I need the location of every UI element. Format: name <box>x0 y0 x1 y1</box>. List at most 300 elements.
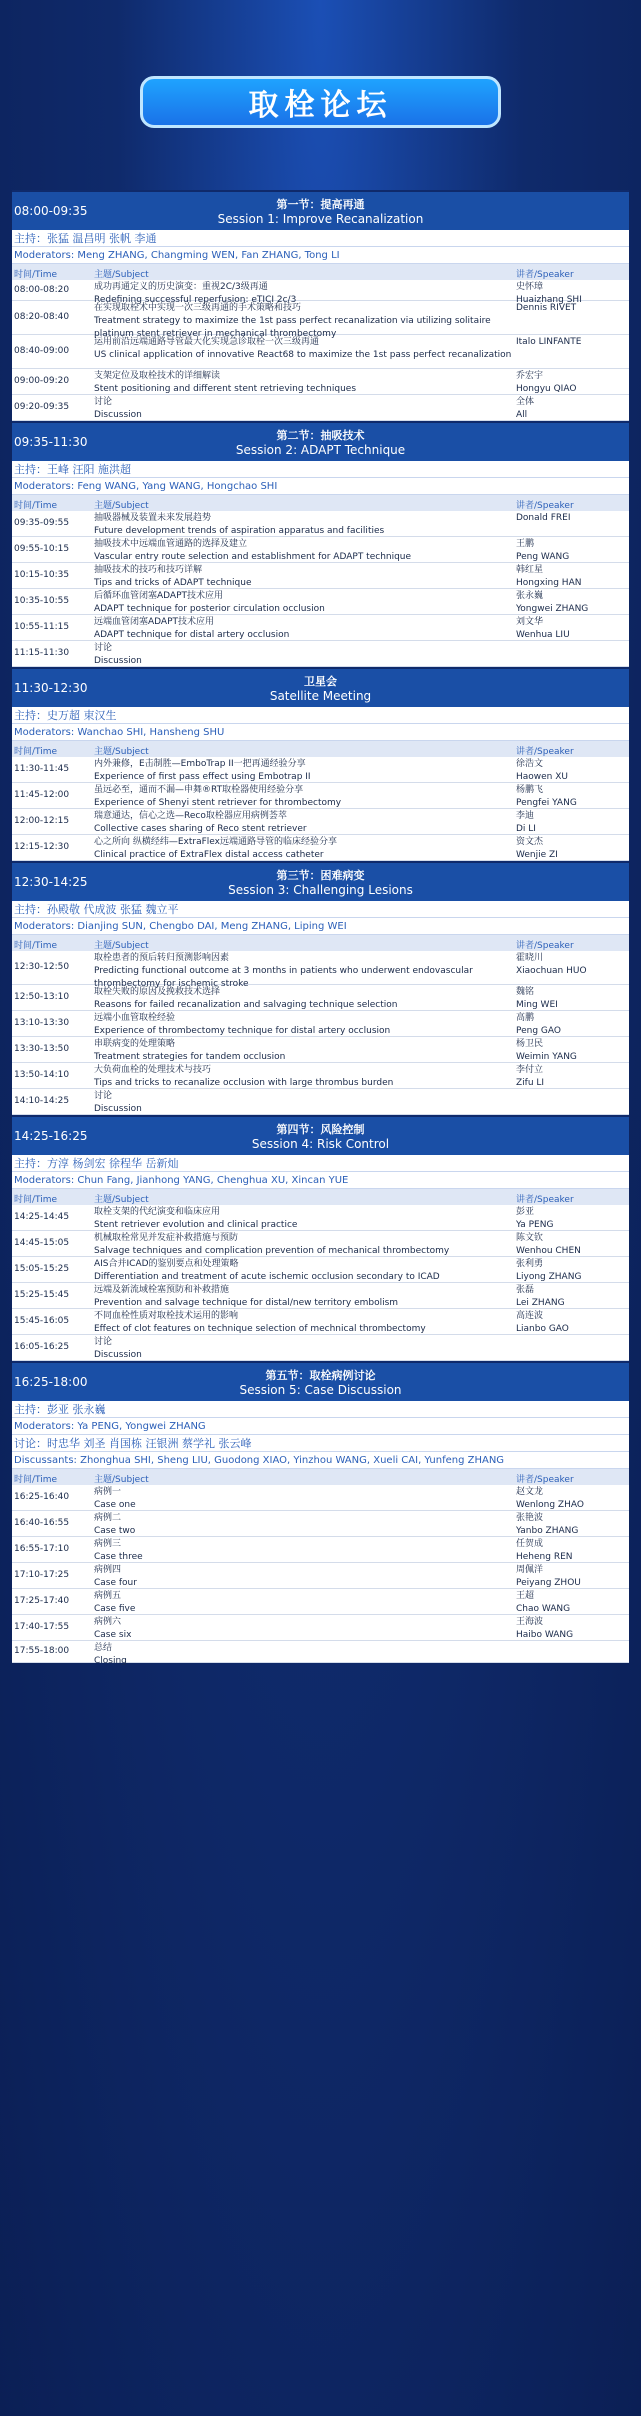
row-time: 08:20-08:40 <box>14 312 70 322</box>
agenda-row <box>12 369 629 395</box>
row-time: 15:45-16:05 <box>14 1316 70 1326</box>
row-speaker-en: Lianbo GAO <box>516 1324 569 1334</box>
session-block <box>12 667 629 861</box>
row-speaker-en: Heheng REN <box>516 1552 573 1562</box>
session-time: 09:35-11:30 <box>14 435 88 449</box>
row-speaker-en: Hongyu QIAO <box>516 384 577 394</box>
row-speaker-en: Dennis RIVET <box>516 303 577 313</box>
session-block <box>12 190 629 421</box>
agenda-row <box>12 301 629 339</box>
row-subject-zh: 支架定位及取栓技术的详细解读 <box>94 371 221 381</box>
column-time: 时间/Time <box>14 501 58 511</box>
agenda-row <box>12 537 629 563</box>
row-subject-zh: 取栓失败的原因及挽救技术选择 <box>94 987 221 997</box>
session-header <box>12 190 629 230</box>
row-speaker <box>516 986 558 1012</box>
row-speaker-zh: 王海波 <box>516 1617 544 1627</box>
row-subject-zh: AIS合并ICAD的鉴别要点和处理策略 <box>94 1259 239 1269</box>
session-time: 12:30-14:25 <box>14 875 88 889</box>
row-subject-zh: 在实现取栓术中实现一次三级再通的手术策略和技巧 <box>94 303 302 313</box>
row-speaker <box>516 396 534 422</box>
row-time: 09:00-09:20 <box>14 376 70 386</box>
row-speaker-en: Ming WEI <box>516 1000 558 1010</box>
row-subject <box>94 512 519 538</box>
agenda-row <box>12 809 629 835</box>
row-subject-zh: 抽吸技术中远端血管通路的选择及建立 <box>94 539 248 549</box>
row-time: 14:25-14:45 <box>14 1212 70 1222</box>
agenda-row <box>12 1511 629 1537</box>
row-time: 11:30-11:45 <box>14 764 70 774</box>
agenda-row <box>12 1589 629 1615</box>
session-block <box>12 1115 629 1361</box>
agenda-row <box>12 511 629 537</box>
column-speaker: 讲者/Speaker <box>516 1195 574 1205</box>
row-time: 12:50-13:10 <box>14 992 70 1002</box>
row-speaker <box>516 590 588 616</box>
column-time: 时间/Time <box>14 270 58 280</box>
row-time: 13:10-13:30 <box>14 1018 70 1028</box>
row-subject-en: ADAPT technique for distal artery occlusion <box>94 630 290 640</box>
column-subject: 主题/Subject <box>94 270 149 280</box>
row-subject <box>94 590 519 616</box>
column-header <box>12 264 629 280</box>
row-speaker-zh: 资文杰 <box>516 837 544 847</box>
session-title-en: Session 1: Improve Recanalization <box>217 212 424 226</box>
row-subject-en: Stent retriever evolution and clinical practice <box>94 1220 298 1230</box>
session-title-zh: 卫星会 <box>304 675 337 688</box>
session-title-en: Session 4: Risk Control <box>251 1137 390 1151</box>
row-subject-zh: 虽远必至，通而不漏—申舞®RT取栓器使用经验分享 <box>94 785 304 795</box>
row-speaker <box>516 784 577 810</box>
row-time: 13:50-14:10 <box>14 1070 70 1080</box>
row-subject <box>94 758 519 784</box>
row-subject-zh: 内外兼修，E击制胜—EmboTrap II一把再通经验分享 <box>94 759 306 769</box>
row-subject-en: Treatment strategy to maximize the 1st pass perfect recanalization via utilizing solitaire platinum stent retriever in mechanical thrombectomy <box>94 316 491 339</box>
row-speaker-zh: 张艳波 <box>516 1513 544 1523</box>
row-subject-en: Clinical practice of ExtraFlex distal access catheter <box>94 850 324 860</box>
session-title-zh: 第一节：提高再通 <box>276 198 365 211</box>
row-speaker <box>516 1310 569 1336</box>
session-title-zh: 第二节：抽吸技术 <box>276 429 365 442</box>
column-header <box>12 495 629 511</box>
session-moderators: Moderators: Dianjing SUN, Chengbo DAI, Meng ZHANG, Liping WEI <box>12 918 629 935</box>
column-header <box>12 1469 629 1485</box>
row-time: 16:40-16:55 <box>14 1518 70 1528</box>
row-speaker <box>516 758 568 784</box>
agenda-row <box>12 615 629 641</box>
column-time: 时间/Time <box>14 1195 58 1205</box>
agenda-row <box>12 1037 629 1063</box>
agenda-row <box>12 1089 629 1115</box>
row-subject <box>94 642 519 668</box>
session-block <box>12 1361 629 1666</box>
row-speaker-zh: 张磊 <box>516 1285 535 1295</box>
column-subject: 主题/Subject <box>94 941 149 951</box>
row-subject <box>94 1064 519 1090</box>
row-subject <box>94 538 519 564</box>
row-time: 17:25-17:40 <box>14 1596 70 1606</box>
row-subject-zh: 讨论 <box>94 1337 113 1347</box>
session-moderators: Moderators: Wanchao SHI, Hansheng SHU <box>12 724 629 741</box>
row-speaker-zh: 高鹏 <box>516 1013 535 1023</box>
row-time: 17:55-18:00 <box>14 1646 70 1656</box>
row-time: 13:30-13:50 <box>14 1044 70 1054</box>
row-subject-zh: 抽吸技术的技巧和技巧详解 <box>94 565 203 575</box>
row-speaker <box>516 1538 573 1564</box>
row-time: 12:30-12:50 <box>14 962 70 972</box>
row-subject-en: Effect of clot features on technique selection of mechnical thrombectomy <box>94 1324 426 1334</box>
row-subject <box>94 1206 519 1232</box>
row-subject-en: ADAPT technique for posterior circulation occlusion <box>94 604 325 614</box>
column-subject: 主题/Subject <box>94 747 149 757</box>
row-speaker-zh: 王超 <box>516 1591 535 1601</box>
row-subject-en: Discussion <box>94 1350 142 1360</box>
row-time: 09:35-09:55 <box>14 518 70 528</box>
column-time: 时间/Time <box>14 747 58 757</box>
agenda-row <box>12 1283 629 1309</box>
column-time: 时间/Time <box>14 941 58 951</box>
row-subject <box>94 1512 519 1538</box>
row-speaker-zh: 徐浩文 <box>516 759 544 769</box>
row-speaker <box>516 1258 581 1284</box>
row-time: 08:40-09:00 <box>14 346 70 356</box>
session-title-en: Satellite Meeting <box>269 689 372 703</box>
agenda-row <box>12 951 629 989</box>
row-subject-zh: 病例二 <box>94 1513 122 1523</box>
row-speaker-en: Xiaochuan HUO <box>516 966 587 976</box>
row-subject-en: Case one <box>94 1500 136 1510</box>
session-time: 08:00-09:35 <box>14 204 88 218</box>
row-subject-zh: 病例五 <box>94 1591 122 1601</box>
row-subject-zh: 病例六 <box>94 1617 122 1627</box>
agenda-row <box>12 985 629 1011</box>
row-speaker <box>516 810 536 836</box>
agenda-row <box>12 1485 629 1511</box>
agenda-row <box>12 395 629 421</box>
row-subject <box>94 836 519 862</box>
row-subject-en: Experience of thrombectomy technique for distal artery occlusion <box>94 1026 391 1036</box>
row-subject-en: Case five <box>94 1604 136 1614</box>
session-title-en: Session 5: Case Discussion <box>239 1383 402 1397</box>
row-subject-zh: 心之所向 纵横经纬—ExtraFlex远端通路导管的临床经验分享 <box>94 837 338 847</box>
session-moderators: Moderators: Feng WANG, Yang WANG, Hongchao SHI <box>12 478 629 495</box>
agenda-row <box>12 335 629 369</box>
row-subject <box>94 1310 519 1336</box>
row-subject <box>94 336 519 362</box>
row-speaker-en: Chao WANG <box>516 1604 571 1614</box>
row-speaker-en: All <box>516 410 528 420</box>
session-moderators: Moderators: Meng ZHANG, Changming WEN, Fan ZHANG, Tong LI <box>12 247 629 264</box>
row-subject-zh: 取栓支架的代纪演变和临床应用 <box>94 1207 221 1217</box>
row-subject-en: Tips and tricks to recanalize occlusion with large thrombus burden <box>94 1078 394 1088</box>
row-subject-en: Closing <box>94 1656 127 1666</box>
row-time: 11:45-12:00 <box>14 790 70 800</box>
row-speaker-en: Wenhua LIU <box>516 630 570 640</box>
row-speaker-zh: 魏铭 <box>516 987 535 997</box>
row-subject-zh: 抽吸器械及装置未来发展趋势 <box>94 513 212 523</box>
agenda-row <box>12 280 629 305</box>
row-time: 14:45-15:05 <box>14 1238 70 1248</box>
session-host: 主持：史万超 束汉生 <box>12 707 629 724</box>
row-speaker-en: Huaizhang SHI <box>516 295 582 305</box>
row-subject-zh: 成功再通定义的历史演变：重视2C/3级再通 <box>94 282 268 292</box>
session-header <box>12 421 629 461</box>
row-subject-en: Vascular entry route selection and establishment for ADAPT technique <box>94 552 412 562</box>
column-subject: 主题/Subject <box>94 1195 149 1205</box>
row-subject-zh: 后循环血管闭塞ADAPT技术应用 <box>94 591 224 601</box>
row-speaker <box>516 616 570 642</box>
row-time: 15:25-15:45 <box>14 1290 70 1300</box>
agenda-row <box>12 1063 629 1089</box>
row-subject <box>94 564 519 590</box>
row-subject-zh: 机械取栓常见并发症补救措施与预防 <box>94 1233 239 1243</box>
row-time: 09:20-09:35 <box>14 402 70 412</box>
row-speaker-zh: 韩红星 <box>516 565 544 575</box>
row-speaker-zh: 李付立 <box>516 1065 544 1075</box>
agenda-row <box>12 641 629 667</box>
row-speaker <box>516 1232 581 1258</box>
session-header <box>12 667 629 707</box>
row-speaker-zh: 张利勇 <box>516 1259 544 1269</box>
row-subject <box>94 370 519 396</box>
row-speaker-en: Hongxing HAN <box>516 578 582 588</box>
row-time: 10:15-10:35 <box>14 570 70 580</box>
row-subject <box>94 810 519 836</box>
column-header <box>12 1189 629 1205</box>
column-speaker: 讲者/Speaker <box>516 941 574 951</box>
row-subject <box>94 1038 519 1064</box>
row-speaker-zh: 李迪 <box>516 811 535 821</box>
row-speaker-zh: 史怀璋 <box>516 282 544 292</box>
column-speaker: 讲者/Speaker <box>516 501 574 511</box>
row-speaker <box>516 1038 577 1064</box>
row-subject-en: Future development trends of aspiration apparatus and facilities <box>94 526 385 536</box>
row-subject <box>94 396 519 422</box>
session-title-en: Session 3: Challenging Lesions <box>228 883 413 897</box>
session-discussants-en: Discussants: Zhonghua SHI, Sheng LIU, Guodong XIAO, Yinzhou WANG, Xueli CAI, Yunfeng ZHANG <box>12 1452 629 1469</box>
row-subject-zh: 讨论 <box>94 397 113 407</box>
row-speaker-en: Di LI <box>516 824 536 834</box>
agenda-row <box>12 1641 629 1666</box>
row-time: 17:40-17:55 <box>14 1622 70 1632</box>
agenda-row <box>12 1335 629 1361</box>
column-speaker: 讲者/Speaker <box>516 270 574 280</box>
row-speaker <box>516 952 587 978</box>
row-speaker-en: Ya PENG <box>516 1220 554 1230</box>
row-speaker-en: Wenhou CHEN <box>516 1246 581 1256</box>
agenda-row <box>12 757 629 783</box>
row-speaker-en: Peiyang ZHOU <box>516 1578 581 1588</box>
session-moderators: Moderators: Ya PENG, Yongwei ZHANG <box>12 1418 629 1435</box>
agenda-row <box>12 783 629 809</box>
row-time: 10:55-11:15 <box>14 622 70 632</box>
session-time: 16:25-18:00 <box>14 1375 88 1389</box>
row-speaker-zh: 周佩洋 <box>516 1565 544 1575</box>
row-subject-en: Redefining successful reperfusion: eTICI 2c/3 <box>94 295 297 305</box>
row-subject-zh: 串联病变的处理策略 <box>94 1039 176 1049</box>
row-speaker-zh: 任贺成 <box>516 1539 544 1549</box>
row-speaker-en: Weimin YANG <box>516 1052 577 1062</box>
row-speaker <box>516 1564 581 1590</box>
row-time: 12:15-12:30 <box>14 842 70 852</box>
agenda-table <box>12 190 629 1666</box>
row-subject <box>94 1590 519 1616</box>
row-time: 11:15-11:30 <box>14 648 70 658</box>
column-header <box>12 741 629 757</box>
row-speaker-zh: 杨卫民 <box>516 1039 544 1049</box>
session-host: 主持：孙殿敬 代成波 张猛 魏立平 <box>12 901 629 918</box>
agenda-row <box>12 1011 629 1037</box>
row-speaker-en: Zifu LI <box>516 1078 545 1088</box>
row-speaker-zh: 高连波 <box>516 1311 544 1321</box>
session-header <box>12 1115 629 1155</box>
session-moderators: Moderators: Chun Fang, Jianhong YANG, Chenghua XU, Xincan YUE <box>12 1172 629 1189</box>
agenda-row <box>12 1537 629 1563</box>
row-speaker-zh: 霍晓川 <box>516 953 544 963</box>
row-subject-zh: 运用前沿远端通路导管最大化实现急诊取栓一次三级再通 <box>94 337 320 347</box>
row-speaker-zh: 全体 <box>516 397 535 407</box>
column-time: 时间/Time <box>14 1475 58 1485</box>
row-speaker <box>516 370 576 396</box>
column-speaker: 讲者/Speaker <box>516 1475 574 1485</box>
column-subject: 主题/Subject <box>94 1475 149 1485</box>
row-subject <box>94 1336 519 1362</box>
page-title-banner <box>140 76 501 128</box>
session-title-zh: 第三节：困难病变 <box>276 869 365 882</box>
row-speaker <box>516 538 569 564</box>
row-subject-en: Predicting functional outcome at 3 months in patients who underwent endovascular thrombectomy for ischemic stroke <box>94 966 473 989</box>
row-speaker-zh: 王鹏 <box>516 539 535 549</box>
agenda-row <box>12 1615 629 1641</box>
row-time: 14:10-14:25 <box>14 1096 70 1106</box>
row-subject-zh: 远端及新流域栓塞预防和补救措施 <box>94 1285 230 1295</box>
row-time: 08:00-08:20 <box>14 285 70 295</box>
row-subject-en: Case four <box>94 1578 137 1588</box>
row-subject-en: Tips and tricks of ADAPT technique <box>94 578 252 588</box>
row-speaker-en: Peng WANG <box>516 552 570 562</box>
row-subject <box>94 1616 519 1642</box>
row-subject-en: Experience of Shenyi stent retriever for thrombectomy <box>94 798 342 808</box>
row-subject-zh: 远端小血管取栓经验 <box>94 1013 176 1023</box>
row-subject-zh: 远端血管闭塞ADAPT技术应用 <box>94 617 215 627</box>
row-speaker <box>516 564 581 590</box>
row-time: 17:10-17:25 <box>14 1570 70 1580</box>
row-subject-en: Collective cases sharing of Reco stent retriever <box>94 824 307 834</box>
page-title: 取栓论坛 <box>248 88 393 123</box>
row-speaker-zh: 彭亚 <box>516 1207 535 1217</box>
row-speaker-en: Yongwei ZHANG <box>516 604 589 614</box>
row-speaker <box>516 1284 565 1310</box>
session-title-en: Session 2: ADAPT Technique <box>235 443 406 457</box>
session-host: 主持：王峰 汪阳 施洪超 <box>12 461 629 478</box>
row-time: 15:05-15:25 <box>14 1264 70 1274</box>
session-block <box>12 421 629 667</box>
row-speaker-en: Pengfei YANG <box>516 798 577 808</box>
session-host: 主持：方淳 杨剑宏 徐程华 岳新灿 <box>12 1155 629 1172</box>
row-speaker <box>516 512 571 525</box>
row-subject <box>94 1090 519 1116</box>
row-speaker-en: Wenlong ZHAO <box>516 1500 584 1510</box>
row-subject-en: Reasons for failed recanalization and salvaging technique selection <box>94 1000 398 1010</box>
session-title-zh: 第五节：取栓病例讨论 <box>265 1369 376 1382</box>
row-speaker <box>516 1590 570 1616</box>
row-time: 10:35-10:55 <box>14 596 70 606</box>
row-subject-en: Discussion <box>94 656 142 666</box>
row-time: 16:55-17:10 <box>14 1544 70 1554</box>
row-speaker-en: Liyong ZHANG <box>516 1272 582 1282</box>
session-host: 主持：彭亚 张永巍 <box>12 1401 629 1418</box>
row-subject-en: Salvage techniques and complication prevention of mechanical thrombectomy <box>94 1246 450 1256</box>
row-subject <box>94 1486 519 1512</box>
row-subject-en: Stent positioning and different stent retrieving techniques <box>94 384 357 394</box>
row-subject <box>94 1232 519 1258</box>
row-subject-zh: 病例三 <box>94 1539 122 1549</box>
row-speaker-en: Italo LINFANTE <box>516 337 582 347</box>
row-subject-en: Case six <box>94 1630 132 1640</box>
row-subject <box>94 1258 519 1284</box>
row-subject-zh: 病例一 <box>94 1487 122 1497</box>
row-subject-en: Discussion <box>94 1104 142 1114</box>
row-subject <box>94 1642 519 1668</box>
row-speaker <box>516 1486 584 1512</box>
row-speaker-en: Yanbo ZHANG <box>516 1526 579 1536</box>
agenda-row <box>12 835 629 861</box>
row-subject-zh: 讨论 <box>94 1091 113 1101</box>
session-header <box>12 861 629 901</box>
row-subject <box>94 616 519 642</box>
row-speaker-zh: 陈文钦 <box>516 1233 544 1243</box>
agenda-row <box>12 589 629 615</box>
row-subject-en: Prevention and salvage technique for distal/new territory embolism <box>94 1298 399 1308</box>
row-speaker <box>516 836 558 862</box>
row-subject-zh: 讨论 <box>94 643 113 653</box>
row-speaker <box>516 1206 553 1232</box>
row-time: 12:00-12:15 <box>14 816 70 826</box>
row-subject-zh: 大负荷血栓的处理技术与技巧 <box>94 1065 212 1075</box>
row-subject-zh: 瑞意通达，信心之选—Reco取栓器应用病例荟萃 <box>94 811 287 821</box>
session-title-zh: 第四节：风险控制 <box>276 1123 365 1136</box>
agenda-row <box>12 563 629 589</box>
row-subject-en: Discussion <box>94 410 142 420</box>
agenda-row <box>12 1563 629 1589</box>
row-subject-zh: 病例四 <box>94 1565 122 1575</box>
row-subject-zh: 不同血栓性质对取栓技术运用的影响 <box>94 1311 239 1321</box>
row-speaker-en: Haibo WANG <box>516 1630 574 1640</box>
row-time: 09:55-10:15 <box>14 544 70 554</box>
row-subject-en: Differentiation and treatment of acute ischemic occlusion secondary to ICAD <box>94 1272 440 1282</box>
row-speaker-en: Donald FREI <box>516 513 571 523</box>
row-speaker-zh: 杨鹏飞 <box>516 785 544 795</box>
row-subject-en: Treatment strategies for tandem occlusion <box>94 1052 286 1062</box>
agenda-row <box>12 1205 629 1231</box>
row-speaker <box>516 302 576 315</box>
agenda-row <box>12 1231 629 1257</box>
row-subject <box>94 1564 519 1590</box>
row-time: 16:25-16:40 <box>14 1492 70 1502</box>
row-speaker-en: Peng GAO <box>516 1026 561 1036</box>
row-subject-en: Experience of first pass effect using Embotrap II <box>94 772 311 782</box>
row-speaker-zh: 乔宏宇 <box>516 371 544 381</box>
row-subject-en: US clinical application of innovative React68 to maximize the 1st pass perfect recanalization <box>94 350 512 360</box>
row-subject <box>94 1012 519 1038</box>
session-time: 14:25-16:25 <box>14 1129 88 1143</box>
row-subject <box>94 784 519 810</box>
column-speaker: 讲者/Speaker <box>516 747 574 757</box>
session-block <box>12 861 629 1115</box>
row-subject <box>94 986 519 1012</box>
row-speaker-en: Wenjie ZI <box>516 850 558 860</box>
row-time: 16:05-16:25 <box>14 1342 70 1352</box>
